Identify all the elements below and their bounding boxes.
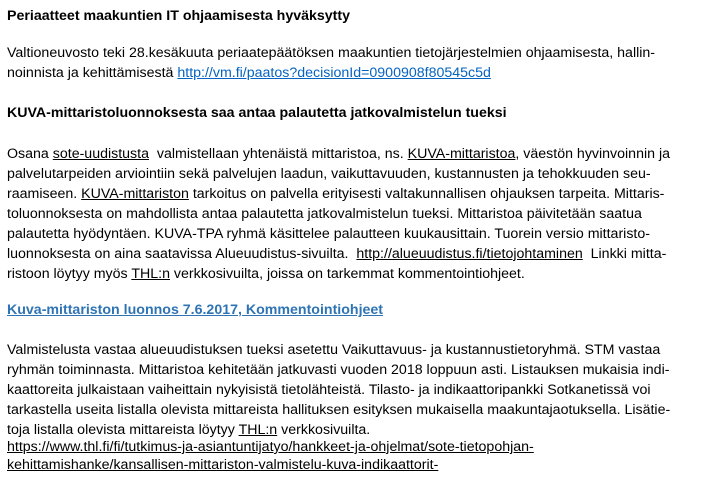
paragraph-kuva-line-4: toluonnoksesta on mahdollista antaa palautetta jatkovalmistelun tueksi. Mittaristoa päivitetään saatua — [7, 206, 642, 222]
paragraph-kuva-line-3 — [7, 184, 664, 204]
paragraph-kuva-line-2: palvelutarpeiden arviointiin sekä palvelujen laadun, vaikuttavuuden, kustannusten ja tehokkuuden seu- — [7, 166, 651, 182]
paragraph-kuva-line-5: palautetta hyödyntäen. KUVA-TPA ryhmä käsittelee palautteen kuukausittain. Tuorein versio mittaristo- — [7, 226, 650, 242]
text-segment: raamiseen. — [7, 186, 78, 202]
thl-url-link-part-2[interactable]: kehittamishanke/kansallisen-mittariston-valmistelu-kuva-indikaattorit- — [7, 457, 439, 473]
thl-url-line-1 — [7, 437, 534, 457]
kuva-mittaristoa-term: KUVA-mittaristoa — [407, 146, 516, 162]
text-segment: toja listalla olevista mittareista löytyy — [7, 422, 235, 438]
sote-uudistusta-term: sote-uudistusta — [52, 146, 149, 162]
text-segment: luonnoksesta on aina saatavissa Alueuudistus-sivuilta. — [7, 246, 349, 262]
thl-url-link-part-1[interactable]: https://www.thl.fi/fi/tutkimus-ja-asiantuntijatyo/hankkeet-ja-ohjelmat/sote-tietopohjan- — [7, 439, 534, 455]
paragraph-prep-line-3: kaattoreita julkaistaan vaiheittain nykyisistä tietolähteistä. Tilasto- ja indikaattoripankki Sotkanetissä voi — [7, 382, 651, 398]
text-segment: valmistellaan yhtenäistä mittaristoa, ns. — [156, 146, 404, 162]
paragraph-prep-line-2: ryhmän toiminnasta. Mittaristoa kehitetään jatkuvasti vuoden 2018 loppuun asti. Listauksen mukaisia indi- — [7, 362, 670, 378]
text-segment: verkkosivuilta, joissa on tarkemmat kommentointiohjeet. — [173, 266, 525, 282]
alueuudistus-link[interactable]: http://alueuudistus.fi/tietojohtaminen — [356, 246, 583, 262]
paragraph-kuva-line-1 — [7, 144, 670, 164]
kuva-draft-link-line — [7, 300, 383, 320]
thl-url-line-2 — [7, 455, 438, 475]
paragraph-it-text: noinnista ja kehittämisestä — [7, 65, 174, 81]
text-segment: Osana — [7, 146, 49, 162]
paragraph-kuva-line-7 — [7, 264, 525, 284]
text-segment: ristoon löytyy myös — [7, 266, 128, 282]
thl-term: THL:n — [131, 266, 170, 282]
text-segment: tarkoitus on palvella erityisesti valtakunnallisen ohjauksen tarpeita. Mittaris- — [192, 186, 665, 202]
heading-kuva-feedback: KUVA-mittaristoluonnoksesta saa antaa palautetta jatkovalmistelun tueksi — [7, 105, 507, 121]
paragraph-prep-line-4: tarkastella useita listalla olevista mittareista hallituksen esityksen mukaisella maakuntajaotuksella. Lisätie- — [7, 402, 671, 418]
paragraph-it-line-1: Valtioneuvosto teki 28.kesäkuuta periaatepäätöksen maakuntien tietojärjestelmien ohjaamisesta, hallin- — [7, 45, 656, 61]
text-segment: Linkki mitta- — [590, 246, 667, 262]
heading-it-guidance: Periaatteet maakuntien IT ohjaamisesta hyväksytty — [7, 8, 351, 24]
paragraph-prep-line-1: Valmistelusta vastaa alueuudistuksen tueksi asetettu Vaikuttavuus- ja kustannustietoryhmä. STM vastaa — [7, 342, 661, 358]
decision-link[interactable]: http://vm.fi/paatos?decisionId=0900908f80545c5d — [177, 65, 491, 81]
kuva-mittariston-term: KUVA-mittariston — [81, 186, 189, 202]
text-segment: , väestön hyvinvoinnin ja — [515, 146, 670, 162]
paragraph-it-line-2 — [7, 63, 491, 83]
text-segment: verkkosivuilta. — [281, 422, 371, 438]
paragraph-kuva-line-6 — [7, 244, 666, 264]
kuva-draft-link[interactable]: Kuva-mittariston luonnos 7.6.2017, Kommentointiohjeet — [7, 302, 384, 318]
thl-term: THL:n — [238, 422, 278, 438]
